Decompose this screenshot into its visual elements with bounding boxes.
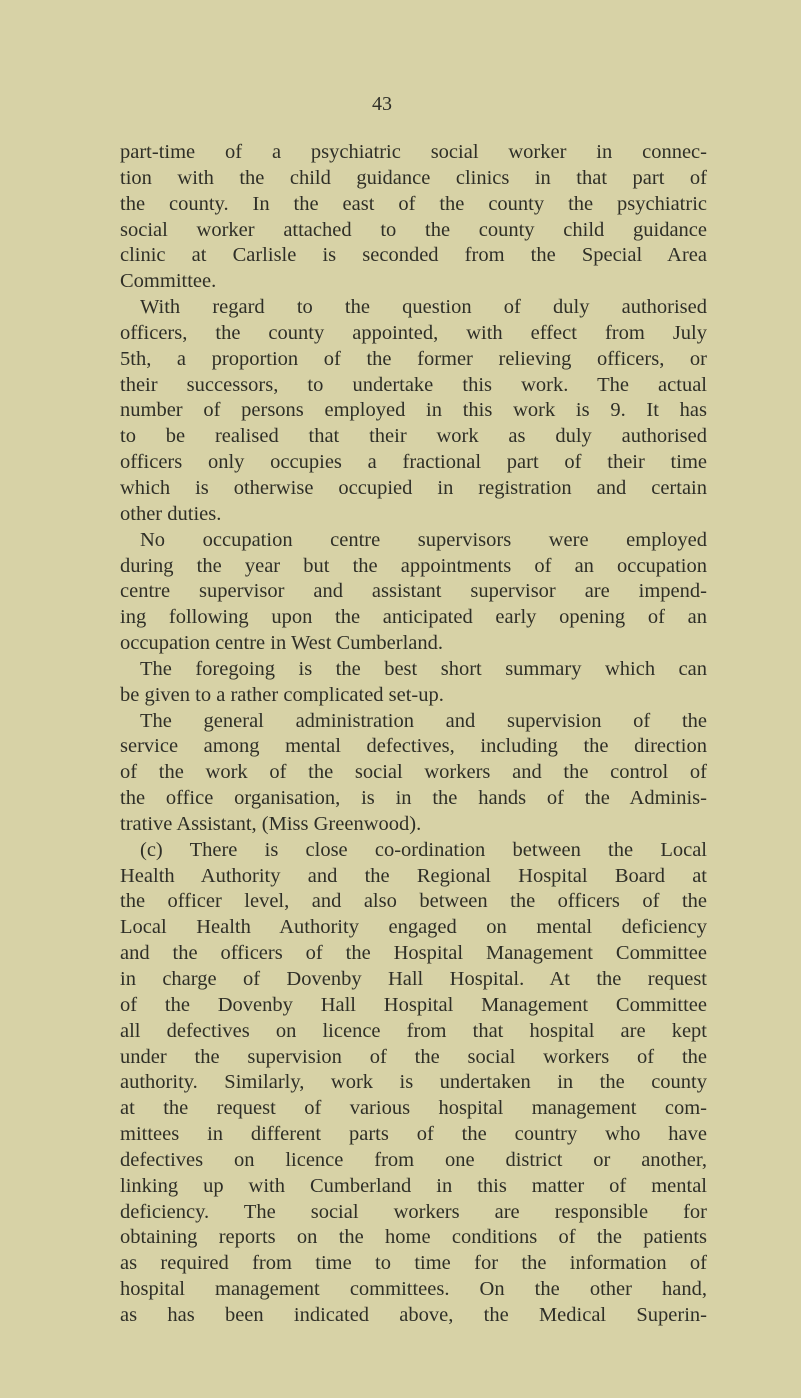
text-line: service among mental defectives, including the direction <box>120 735 707 758</box>
text-line: as required from time to time for the information of <box>120 1252 707 1275</box>
text-line: number of persons employed in this work is 9. It has <box>120 399 707 422</box>
page-number: 43 <box>372 93 392 115</box>
text-line: obtaining reports on the home conditions of the patients <box>120 1226 707 1249</box>
text-line: Committee. <box>120 270 217 293</box>
text-line: of the Dovenby Hall Hospital Management Committee <box>120 993 707 1016</box>
text-line: at the request of various hospital management com- <box>120 1097 707 1120</box>
text-line: tion with the child guidance clinics in that part of <box>120 166 707 189</box>
text-line: which is otherwise occupied in registration and certain <box>120 476 707 499</box>
text-line: and the officers of the Hospital Management Committee <box>120 942 707 965</box>
text-line: their successors, to undertake this work. The actual <box>120 373 707 396</box>
text-line: 5th, a proportion of the former relieving officers, or <box>120 347 707 370</box>
text-line: to be realised that their work as duly authorised <box>120 425 707 448</box>
text-line: hospital management committees. On the other hand, <box>120 1278 707 1301</box>
text-line: The general administration and supervision of the <box>140 709 707 732</box>
text-line: officers, the county appointed, with effect from July <box>120 321 707 344</box>
text-line: The foregoing is the best short summary which can <box>140 657 707 680</box>
text-line: all defectives on licence from that hospital are kept <box>120 1019 707 1042</box>
text-line: the officer level, and also between the officers of the <box>120 890 707 913</box>
text-line: as has been indicated above, the Medical Superin- <box>120 1303 707 1326</box>
text-line: other duties. <box>120 502 222 525</box>
text-line: officers only occupies a fractional part of their time <box>120 451 707 474</box>
text-line: during the year but the appointments of an occupation <box>120 554 707 577</box>
text-line: trative Assistant, (Miss Greenwood). <box>120 812 422 835</box>
text-line: defectives on licence from one district or another, <box>120 1148 707 1171</box>
text-line: (c) There is close co-ordination between the Local <box>140 838 707 861</box>
text-line: the office organisation, is in the hands of the Adminis- <box>120 787 707 810</box>
text-line: centre supervisor and assistant supervisor are impend- <box>120 580 707 603</box>
text-line: Local Health Authority engaged on mental deficiency <box>120 916 707 939</box>
text-line: With regard to the question of duly authorised <box>140 296 707 319</box>
text-line: occupation centre in West Cumberland. <box>120 632 444 655</box>
text-line: social worker attached to the county child guidance <box>120 218 707 241</box>
text-line: under the supervision of the social workers of the <box>120 1045 707 1068</box>
text-line: the county. In the east of the county the psychiatric <box>120 192 707 215</box>
text-line: linking up with Cumberland in this matter of mental <box>120 1174 707 1197</box>
text-line: part-time of a psychiatric social worker in connec- <box>120 141 707 163</box>
text-line: in charge of Dovenby Hall Hospital. At the request <box>120 968 707 990</box>
text-line: be given to a rather complicated set-up. <box>120 683 444 706</box>
text-line: clinic at Carlisle is seconded from the Special Area <box>120 244 707 267</box>
text-line: No occupation centre supervisors were employed <box>140 528 707 551</box>
text-line: of the work of the social workers and the control of <box>120 761 707 784</box>
text-line: ing following upon the anticipated early opening of an <box>120 606 707 629</box>
text-line: authority. Similarly, work is undertaken in the county <box>120 1071 707 1094</box>
text-line: deficiency. The social workers are responsible for <box>120 1200 707 1223</box>
text-line: mittees in different parts of the country who have <box>120 1123 707 1146</box>
body-text <box>120 140 707 1329</box>
text-line: Health Authority and the Regional Hospital Board at <box>120 864 707 887</box>
